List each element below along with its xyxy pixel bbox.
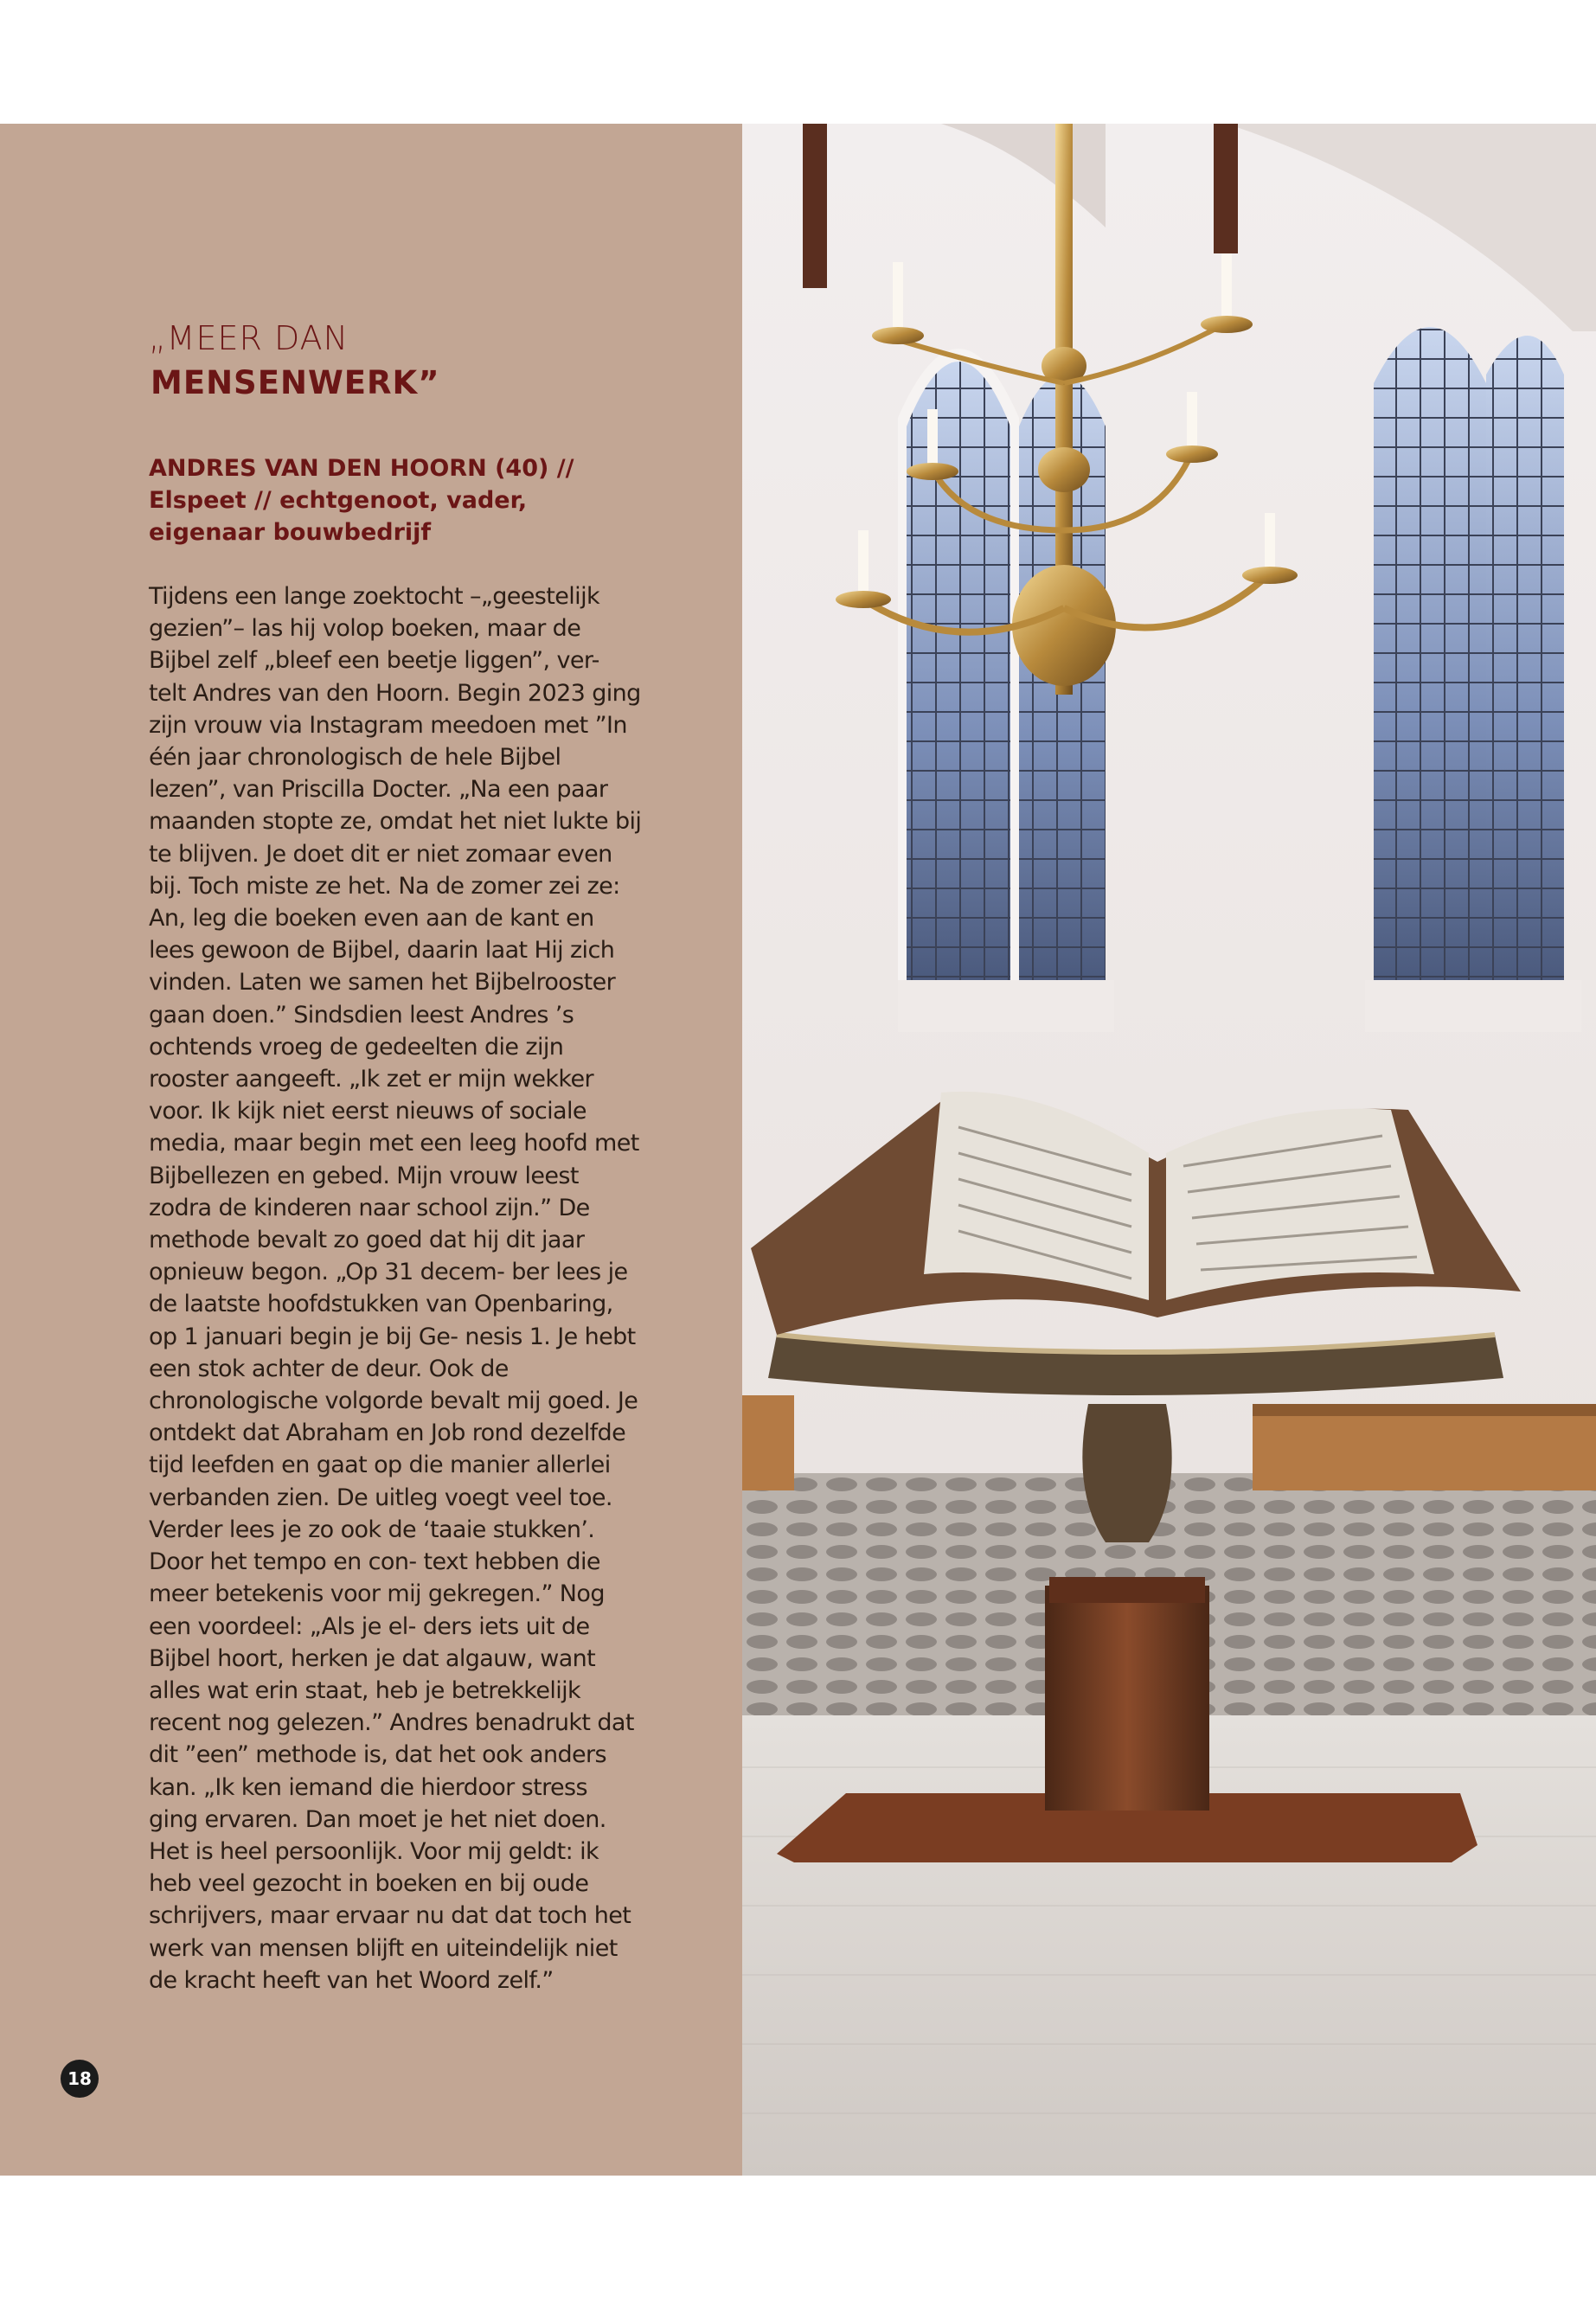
page-band	[0, 124, 1596, 2176]
article-headline: MENSENWERK”	[151, 364, 440, 401]
church-photo	[742, 124, 1596, 2176]
right-window	[1365, 327, 1581, 1032]
page-number-badge: 18	[61, 2060, 99, 2098]
article-byline: ANDRES VAN DEN HOORN (40) // Elspeet // echtgenoot, vader, eigenaar bouwbedrijf	[149, 455, 574, 546]
article-body: Tijdens een lange zoektocht –„geestelijk gezien”– las hij volop boeken, maar de Bijbel zelf „bleef een beetje liggen”, ver- telt Andres van den Hoorn. Begin 2023 ging zijn vrouw via Instagram meedoen met ”In één jaar chronologisch de hele Bijbel lezen”, van Priscilla Docter. „Na een paar maanden stopte ze, omdat het niet lukte bij te blijven. Je doet dit er niet zomaar even bij. Toch miste ze het. Na de zomer zei ze: An, leg die boeken even aan de kant en lees gewoon de Bijbel, daarin laat Hij zich vinden. Laten we samen het Bijbelrooster gaan doen.” Sindsdien leest Andres ’s ochtends vroeg de gedeelten die zijn rooster aangeeft. „Ik zet er mijn wekker voor. Ik kijk niet eerst nieuws of sociale media, maar begin met een leeg hoofd met Bijbellezen en gebed. Mijn vrouw leest zodra de kinderen naar school zijn.” De methode bevalt zo goed dat hij dit jaar opnieuw begon. „Op 31 decem- ber lees je de laatste hoofdstukken van Openbaring, op 1 januari begin je bij Ge- nesis 1. Je hebt een stok achter de deur. Ook de chronologische volgorde bevalt mij goed. Je ontdekt dat Abraham en Job rond dezelfde tijd leefden en gaat op die manier allerlei verbanden zien. De uitleg voegt veel toe. Verder lees je zo ook de ‘taaie stukken’. Door het tempo en con- text hebben die meer betekenis voor mij gekregen.” Nog een voordeel: „Als je el- ders iets uit de Bijbel hoort, herken je dat algauw, want alles wat erin staat, heb je betrekkelijk recent nog gelezen.” Andres benadrukt dat dit ”een” methode is, dat het ook anders kan. „Ik ken iemand die hierdoor stress ging ervaren. Dan moet je het niet doen. Het is heel persoonlijk. Voor mij geldt: ik heb veel gezocht in boeken en bij oude schrijvers, maar ervaar nu dat dat toch het werk van mensen blijft en uiteindelijk niet de kracht heeft van het Woord zelf.”	[149, 583, 642, 1994]
text-panel	[0, 124, 742, 2176]
article-kicker: „MEER DAN	[149, 319, 349, 357]
church-interior-illustration	[742, 124, 1596, 2176]
